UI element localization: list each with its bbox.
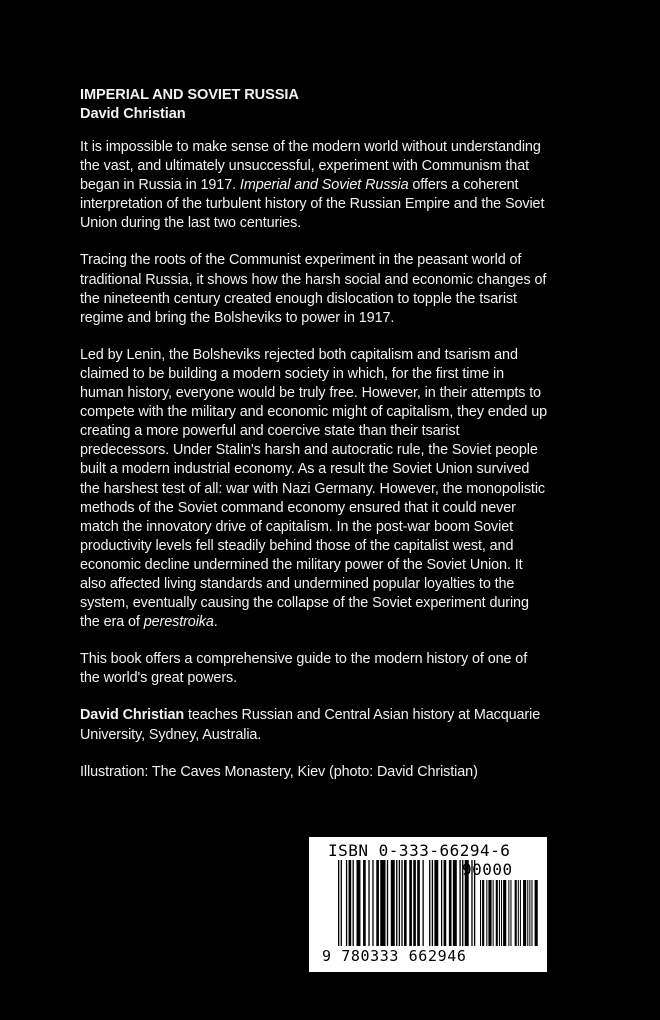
barcode-addon-bar xyxy=(482,880,484,946)
book-title: IMPERIAL AND SOVIET RUSSIA xyxy=(80,87,299,103)
barcode-bar xyxy=(391,860,395,946)
barcode-bar xyxy=(372,860,373,946)
barcode-bar xyxy=(459,860,460,946)
barcode-addon-bar xyxy=(493,880,494,946)
book-title-italic: Imperial and Soviet Russia xyxy=(239,177,409,194)
barcode-bar xyxy=(413,860,416,946)
barcode-bar xyxy=(368,860,369,946)
isbn-barcode xyxy=(309,837,547,972)
barcode-digits: 9 780333 662946 xyxy=(322,947,467,965)
barcode-bar xyxy=(444,860,447,946)
perestroika-italic: perestroika xyxy=(143,614,214,631)
barcode-bar xyxy=(380,860,385,946)
barcode-bar xyxy=(396,860,397,946)
barcode-bar xyxy=(449,860,452,946)
barcode-bar xyxy=(409,860,412,946)
author-bio: David Christian teaches Russian and Central Asian history at Macquarie University, Sydney, Australia. xyxy=(80,707,541,743)
barcode-bar xyxy=(429,860,430,946)
barcode-bar xyxy=(453,860,457,946)
barcode-bar xyxy=(356,860,360,946)
barcode-bar xyxy=(441,860,442,946)
barcode-supplement-number: 90000 xyxy=(462,860,513,879)
book-author: David Christian xyxy=(80,106,186,122)
barcode-addon-bar xyxy=(527,880,528,946)
barcode-addon-bar xyxy=(486,880,487,946)
barcode-addon-bar xyxy=(535,880,538,946)
barcode-addon-bar xyxy=(496,880,498,946)
barcode-addon-bar xyxy=(523,880,526,946)
barcode-addon-bar xyxy=(488,880,491,946)
barcode-bar xyxy=(338,860,339,946)
barcode-bar xyxy=(434,860,438,946)
barcode-addon-bar xyxy=(520,880,521,946)
blurb-paragraph-4: This book offers a comprehensive guide to the modern history of one of the world's great powers. xyxy=(80,651,528,687)
barcode-addon-bar xyxy=(510,880,511,946)
barcode-bar xyxy=(376,860,379,946)
barcode-bar xyxy=(399,860,400,946)
blurb-paragraph-3: Led by Lenin, the Bolsheviks rejected both capitalism and tsarism and claimed to be building a modern society in which, for the first time in human history, everyone would be truly free. However, in their attempts to compete with the military and economic might of capitalism, they ended up creating a more powerful and coercive state than their tsarist predecessors. Under Stalin's harsh and autocratic rule, the Soviet people built a modern industrial economy. As a result the Soviet Union survived the harshest test of all: war with Nazi Germany. However, the monopolistic methods of the Soviet command economy ensured that it could never match the innovatory drive of capitalism. In the post-war boom Soviet productivity levels fell steadily behind those of the capitalist west, and economic decline undermined the military power of the Soviet Union. It also affected living standards and undermined popular loyalties to the system, eventually causing the collapse of the Soviet experiment during the era of perestroika. xyxy=(80,346,548,631)
barcode-addon-bar xyxy=(531,880,532,946)
barcode-bar xyxy=(401,860,402,946)
barcode-bar xyxy=(363,860,366,946)
barcode-bar xyxy=(341,860,342,946)
barcode-bar xyxy=(422,860,423,946)
barcode-bar xyxy=(417,860,420,946)
isbn-label: ISBN 0-333-66294-6 xyxy=(328,841,511,860)
barcode-addon-bar xyxy=(518,880,519,946)
barcode-addon-bar xyxy=(499,880,500,946)
author-bio-name: David Christian xyxy=(80,707,185,724)
blurb-paragraph-1: It is impossible to make sense of the modern world without understanding the vast, and ultimately unsuccessful, experiment with Communism that began in Russia in 1917. Imperial and Soviet Russia offers a coherent interpretation of the turbulent history of the Russian Empire and the Soviet Union during the last two centuries. xyxy=(80,139,545,232)
barcode-addon-bar xyxy=(503,880,506,946)
barcode-addon-bar xyxy=(529,880,530,946)
barcode-bar xyxy=(432,860,433,946)
illustration-credit: Illustration: The Caves Monastery, Kiev (photo: David Christian) xyxy=(80,763,478,780)
blurb-paragraph-2: Tracing the roots of the Communist experiment in the peasant world of traditional Russia, it shows how the harsh social and economic changes of the nineteenth century created enough dislocation to topple the tsarist regime and bring the Bolsheviks to power in 1917. xyxy=(80,252,547,326)
barcode-bar xyxy=(404,860,407,946)
barcode-addon-bar xyxy=(501,880,502,946)
barcode-addon-bar xyxy=(508,880,509,946)
barcode-bar xyxy=(387,860,388,946)
barcode-bar xyxy=(353,860,354,946)
barcode-bar xyxy=(349,860,352,946)
barcode-addon-bar xyxy=(480,880,481,946)
back-cover-text xyxy=(80,86,550,800)
barcode-bar xyxy=(346,860,347,946)
barcode-addon-bar xyxy=(515,880,517,946)
